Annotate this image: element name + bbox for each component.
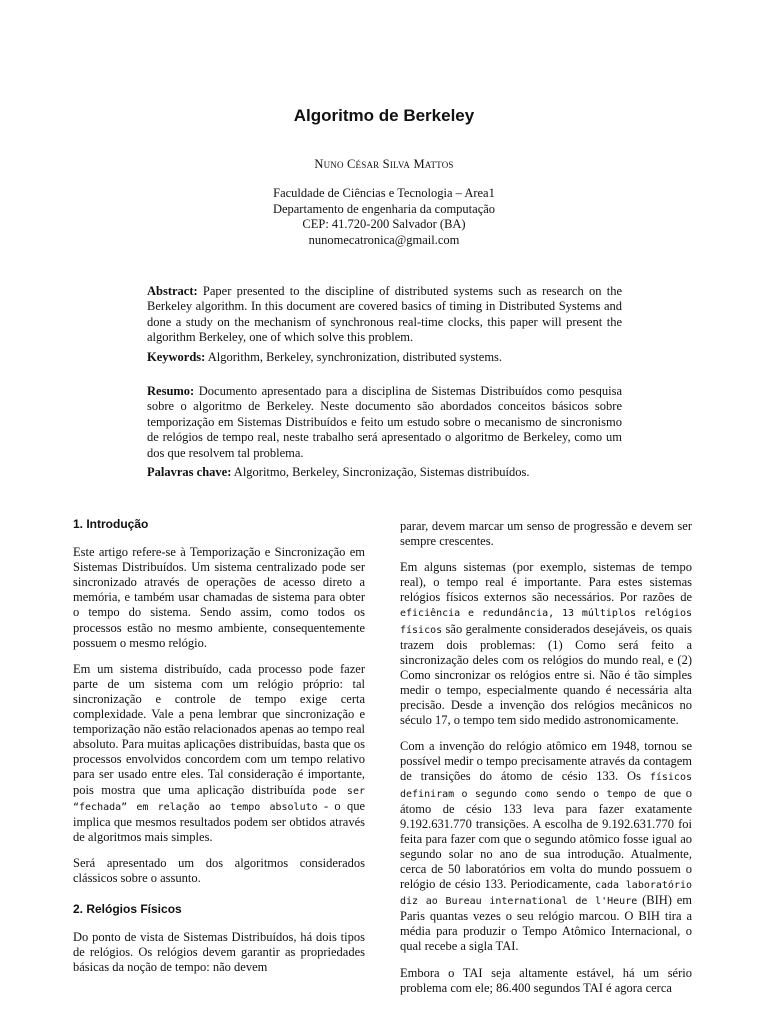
paragraph: Embora o TAI seja altamente estável, há um sério problema com ele; 86.400 segundos TAI é agora cerca <box>400 965 692 995</box>
paragraph: Este artigo refere-se à Temporização e Sincronização em Sistemas Distribuídos. Um sistema centralizado pode ser sincronizado através de operações de acesso direto a memória, e também usar chamadas de sistema para obter o tempo do sistema. Sendo assim, como todos os processos estão no mesmo ambiente, consequentemente possuem o mesmo relógio. <box>73 545 365 650</box>
paragraph-text: são geralmente considerados desejáveis, os quais trazem dois problemas: (1) Como será feito a sincronização deles com os relógios do mundo real, e (2) Como sincronizar os relógios entre si. Não é tão simples medir o tempo, especialmente quando é necessária alta precisão. Desde a invenção dos relógios mecânicos no século 17, o tempo tem sido medido astronomicamente. <box>400 621 692 728</box>
typewriter-text: pode ser “fechada” em relação ao tempo absoluto <box>73 785 365 813</box>
left-column <box>73 517 365 986</box>
paragraph: Do ponto de vista de Sistemas Distribuídos, há dois tipos de relógios. Os relógios devem garantir as propriedades básicas da noção de tempo: não devem <box>73 930 365 975</box>
affiliation-line: Faculdade de Ciências e Tecnologia – Area1 <box>273 186 495 200</box>
paper-title: Algoritmo de Berkeley <box>293 106 475 125</box>
paragraph-text: - o que implica que mesmos resultados podem ser obtidos através de algoritmos mais simples. <box>73 798 365 844</box>
paragraph-text: Com a invenção do relógio atômico em 1948, tornou se possível medir o tempo precisamente através da contagem de transições do átomo de césio 133. Os <box>400 739 692 784</box>
keywords-paragraph <box>147 350 622 365</box>
abstract-label: Abstract: <box>147 284 198 298</box>
section-heading-relogios-fisicos: 2. Relógios Físicos <box>73 902 182 917</box>
keywords-label: Keywords: <box>147 349 206 364</box>
paragraph-text: Em um sistema distribuído, cada processo pode fazer parte de um sistema com um relógio próprio: tal sincronização e controle de tempo exige certa complexidade. Vale a pena lembrar que sincronização e temporização não estão relacionados apenas ao tempo real absoluto. Para muitas aplicações distribuídas, basta que os processos envolvidos concordem com um tempo relativo para ser usado entre eles. Tal consideração é importante, pois mostra que uma aplicação distribuída <box>73 661 365 797</box>
paragraph <box>400 560 692 728</box>
palavras-chave-paragraph <box>147 465 622 480</box>
paragraph-text: Em alguns sistemas (por exemplo, sistemas de tempo real), o tempo real é importante. Para estes sistemas relógios físicos externos são necessários. Por razões de <box>400 560 692 605</box>
typewriter-text: físicos definiram o segundo como sendo o tempo de que <box>400 772 692 800</box>
paragraph <box>400 739 692 954</box>
paragraph-text: o átomo de césio 133 leva para fazer exatamente 9.192.631.770 transições. A escolha de 9.192.631.770 foi feita para fazer com que o segundo atômico fosse igual ao segundo solar no ano de sua introdução. Atualmente, cerca de 50 laboratórios em volta do mundo possuem o relógio de césio 133. Periodicamente, <box>400 785 692 892</box>
typewriter-text: eficiência e redundância, 13 múltiplos relógios físicos <box>400 608 692 636</box>
resumo-text: Documento apresentado para a disciplina de Sistemas Distribuídos como pesquisa sobre o algoritmo de Berkeley. Neste documento são abordados conceitos básicos sobre temporização em Sistemas Distribuídos e feito um estudo sobre o mecanismo de sincronismo de relógios de tempo real, neste trabalho será apresentado o algoritmo de Berkeley, como um dos que resolvem tal problema. <box>147 384 622 460</box>
affiliation-line: Departamento de engenharia da computação <box>272 201 496 216</box>
abstract-block <box>147 284 622 369</box>
resumo-block <box>147 384 622 484</box>
paragraph: Será apresentado um dos algoritmos considerados clássicos sobre o assunto. <box>73 855 365 885</box>
palavras-chave-text: Algoritmo, Berkeley, Sincronização, Sistemas distribuídos. <box>231 465 530 480</box>
paragraph: parar, devem marcar um senso de progressão e devem ser sempre crescentes. <box>400 519 692 549</box>
resumo-label: Resumo: <box>147 384 195 398</box>
paragraph-text: (BIH) em Paris quantas vezes o seu relógio marcou. O BIH tira a média para produzir o Tempo Atômico Internacional, o qual recebe a sigla TAI. <box>400 893 693 954</box>
right-column <box>400 519 692 1007</box>
paragraph <box>73 662 365 845</box>
email: nunomecatronica@gmail.com <box>308 232 460 247</box>
keywords-text: Algorithm, Berkeley, synchronization, distributed systems. <box>205 349 503 364</box>
affiliation-block <box>0 186 768 248</box>
section-heading-introducao: 1. Introdução <box>73 517 149 531</box>
palavras-chave-label: Palavras chave: <box>147 465 232 480</box>
resumo-paragraph <box>147 384 622 461</box>
affiliation-line: CEP: 41.720-200 Salvador (BA) <box>302 217 466 232</box>
abstract-text: Paper presented to the discipline of distributed systems such as research on the Berkeley algorithm. In this document are covered basics of timing in Distributed Systems and done a study on the mechanism of synchronous real-time clocks, this paper will present the algorithm Berkeley, one of which solve this problem. <box>147 284 622 345</box>
author-name: Nuno César Silva Mattos <box>314 157 454 171</box>
abstract-paragraph <box>147 284 622 346</box>
typewriter-text: cada laboratório diz ao Bureau international de l'Heure <box>400 880 692 908</box>
